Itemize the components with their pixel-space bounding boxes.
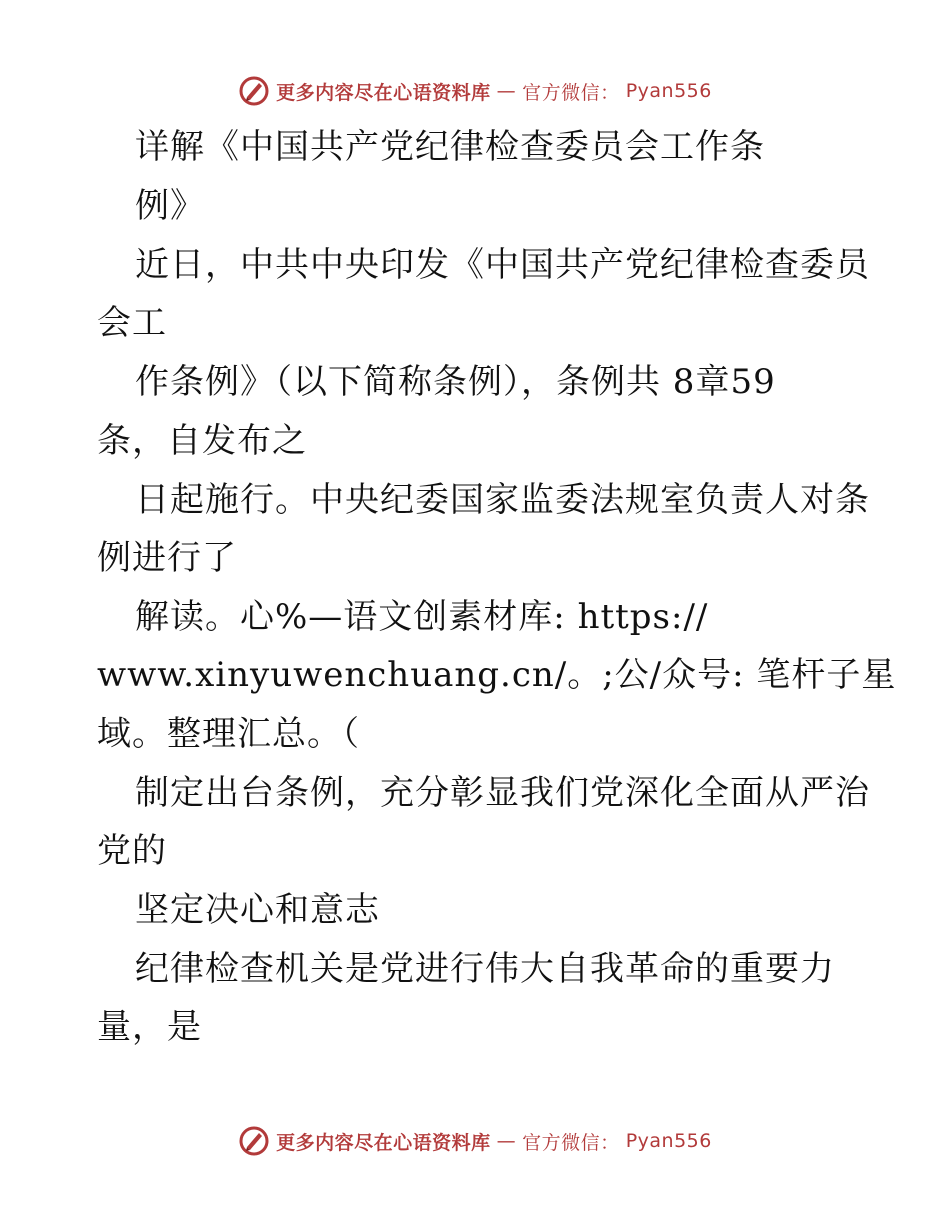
banner-wechat-label: 官方微信： bbox=[522, 81, 620, 104]
paragraph-line: 会工 bbox=[97, 303, 167, 343]
paragraph-line: 量，是 bbox=[97, 1007, 202, 1047]
banner-content bbox=[238, 1125, 712, 1157]
banner-main-text: 更多内容尽在心语资料库 bbox=[276, 81, 491, 104]
paragraph-line: 党的 bbox=[97, 831, 167, 871]
paragraph-line: 例进行了 bbox=[97, 538, 237, 578]
banner-separator: — bbox=[496, 80, 517, 102]
footer-banner bbox=[0, 1121, 950, 1161]
banner-main-text: 更多内容尽在心语资料库 bbox=[276, 1131, 491, 1154]
banner-content bbox=[238, 75, 712, 107]
document-title-line-2: 例》 bbox=[135, 186, 205, 226]
paragraph-line: 条，自发布之 bbox=[97, 421, 307, 461]
paragraph-line: 制定出台条例，充分彰显我们党深化全面从严治 bbox=[135, 773, 870, 813]
document-title-line-1: 详解《中国共产党纪律检查委员会工作条 bbox=[135, 127, 765, 167]
pen-logo-icon bbox=[238, 75, 270, 107]
banner-wechat-label: 官方微信： bbox=[522, 1131, 620, 1154]
paragraph-line: 作条例》（以下简称条例），条例共 8章59 bbox=[135, 362, 776, 402]
pen-logo-icon bbox=[238, 1125, 270, 1157]
paragraph-line: 纪律检查机关是党进行伟大自我革命的重要力 bbox=[135, 949, 835, 989]
banner-separator: — bbox=[496, 1130, 517, 1152]
paragraph-line: 解读。心%—语文创素材库: https:// bbox=[135, 597, 709, 637]
banner-wechat-id: Pyan556 bbox=[625, 1130, 712, 1152]
paragraph-line: www.xinyuwenchuang.cn/。;公/众号: 笔杆子星 bbox=[97, 655, 897, 695]
paragraph-line: 域。整理汇总。（ bbox=[97, 714, 360, 754]
section-heading: 坚定决心和意志 bbox=[135, 890, 380, 930]
header-banner bbox=[0, 71, 950, 111]
paragraph-line: 日起施行。中央纪委国家监委法规室负责人对条 bbox=[135, 480, 870, 520]
banner-wechat-id: Pyan556 bbox=[625, 80, 712, 102]
paragraph-line: 近日，中共中央印发《中国共产党纪律检查委员 bbox=[135, 245, 870, 285]
